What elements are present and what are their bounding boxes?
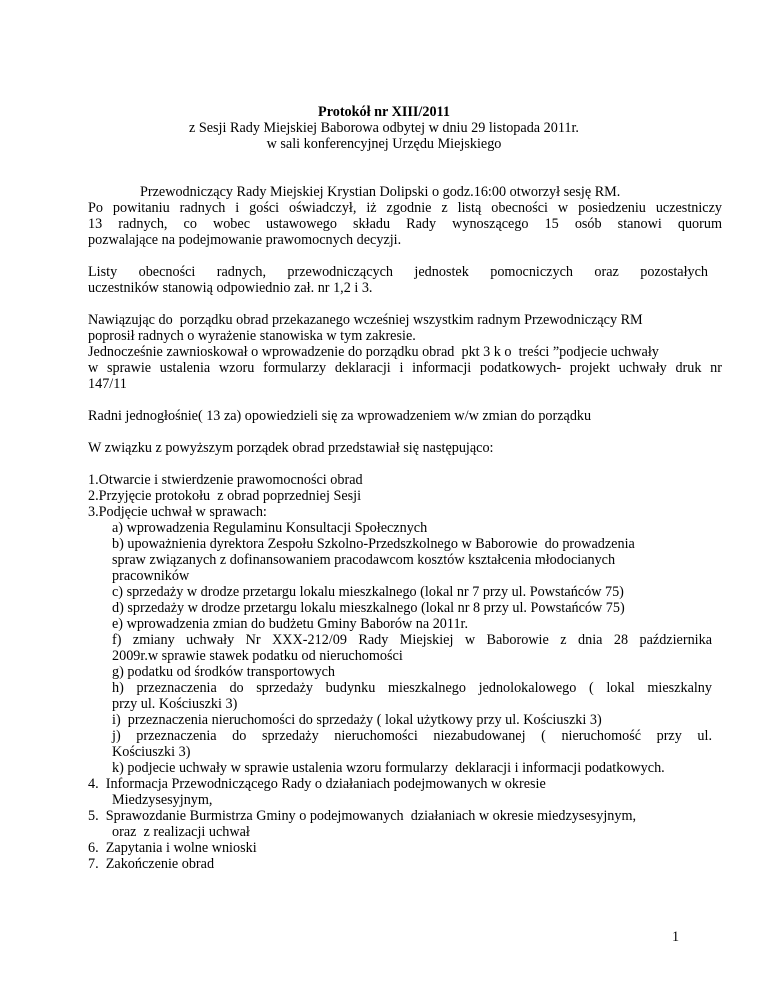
paragraph-line: Jednocześnie zawnioskował o wprowadzenie do porządku obrad pkt 3 k o treści ”podjecie uchwały	[88, 344, 659, 360]
agenda-item: 4. Informacja Przewodniczącego Rady o działaniach podejmowanych w okresie	[88, 776, 546, 792]
paragraph-line: w sprawie ustalenia wzoru formularzy deklaracji i informacji podatkowych- projekt uchwały druk nr	[88, 360, 722, 376]
paragraph-line: poprosił radnych o wyrażenie stanowiska w tym zakresie.	[88, 328, 416, 344]
agenda-item-continuation: Miedzysesyjnym,	[112, 792, 213, 808]
agenda-item: 3.Podjęcie uchwał w sprawach:	[88, 504, 267, 520]
agenda-subitem: i) przeznaczenia nieruchomości do sprzedaży ( lokal użytkowy przy ul. Kościuszki 3)	[112, 712, 602, 728]
agenda-subitem: c) sprzedaży w drodze przetargu lokalu mieszkalnego (lokal nr 7 przy ul. Powstańców 75)	[112, 584, 624, 600]
paragraph-line: Po powitaniu radnych i gości oświadczył, iż zgodnie z listą obecności w posiedzeniu uczestniczy	[88, 200, 722, 216]
document-subtitle: z Sesji Rady Miejskiej Baborowa odbytej w dniu 29 listopada 2011r.	[189, 120, 579, 136]
agenda-subitem: przy ul. Kościuszki 3)	[112, 696, 238, 712]
agenda-item: 7. Zakończenie obrad	[88, 856, 215, 872]
agenda-subitem: spraw związanych z dofinansowaniem pracodawcom kosztów kształcenia młodocianych	[112, 552, 616, 568]
agenda-subitem: b) upoważnienia dyrektora Zespołu Szkolno-Przedszkolnego w Baborowie do prowadzenia	[112, 536, 635, 552]
agenda-item: 6. Zapytania i wolne wnioski	[88, 840, 257, 856]
paragraph-line: uczestników stanowią odpowiednio zał. nr 1,2 i 3.	[88, 280, 373, 296]
agenda-item: 2.Przyjęcie protokołu z obrad poprzedniej Sesji	[88, 488, 362, 504]
paragraph-line: Radni jednogłośnie( 13 za) opowiedzieli się za wprowadzeniem w/w zmian do porządku	[88, 408, 592, 424]
document-subtitle: w sali konferencyjnej Urzędu Miejskiego	[266, 136, 502, 152]
agenda-subitem: e) wprowadzenia zmian do budżetu Gminy Baborów na 2011r.	[112, 616, 469, 632]
agenda-subitem: d) sprzedaży w drodze przetargu lokalu mieszkalnego (lokal nr 8 przy ul. Powstańców 75)	[112, 600, 625, 616]
agenda-item-continuation: oraz z realizacji uchwał	[112, 824, 250, 840]
agenda-subitem: k) podjecie uchwały w sprawie ustalenia wzoru formularzy deklaracji i informacji podatkowych.	[112, 760, 665, 776]
paragraph-line: pozwalające na podejmowanie prawomocnych decyzji.	[88, 232, 402, 248]
paragraph-line: 13 radnych, co wobec ustawowego składu Rady wynoszącego 15 osób stanowi quorum	[88, 216, 722, 232]
agenda-subitem: j) przeznaczenia do sprzedaży nieruchomości niezabudowanej ( nieruchomość przy ul.	[112, 728, 712, 744]
agenda-subitem: f) zmiany uchwały Nr XXX-212/09 Rady Miejskiej w Baborowie z dnia 28 października	[112, 632, 712, 648]
agenda-subitem: 2009r.w sprawie stawek podatku od nieruchomości	[112, 648, 403, 664]
document-title: Protokół nr XIII/2011	[318, 104, 450, 120]
page-number: 1	[672, 929, 680, 945]
paragraph-line: Przewodniczący Rady Miejskiej Krystian Dolipski o godz.16:00 otworzył sesję RM.	[140, 184, 621, 200]
paragraph-line: 147/11	[88, 376, 127, 392]
agenda-subitem: h) przeznaczenia do sprzedaży budynku mieszkalnego jednolokalowego ( lokal mieszkalny	[112, 680, 712, 696]
paragraph-line: Nawiązując do porządku obrad przekazanego wcześniej wszystkim radnym Przewodniczący RM	[88, 312, 643, 328]
agenda-item: 1.Otwarcie i stwierdzenie prawomocności obrad	[88, 472, 363, 488]
agenda-subitem: g) podatku od środków transportowych	[112, 664, 336, 680]
agenda-subitem: Kościuszki 3)	[112, 744, 191, 760]
agenda-item: 5. Sprawozdanie Burmistrza Gminy o podejmowanych działaniach w okresie miedzysesyjnym,	[88, 808, 637, 824]
paragraph-line: Listy obecności radnych, przewodniczących jednostek pomocniczych oraz pozostałych	[88, 264, 708, 280]
agenda-subitem: pracowników	[112, 568, 190, 584]
paragraph-line: W związku z powyższym porządek obrad przedstawiał się następująco:	[88, 440, 494, 456]
agenda-subitem: a) wprowadzenia Regulaminu Konsultacji Społecznych	[112, 520, 428, 536]
